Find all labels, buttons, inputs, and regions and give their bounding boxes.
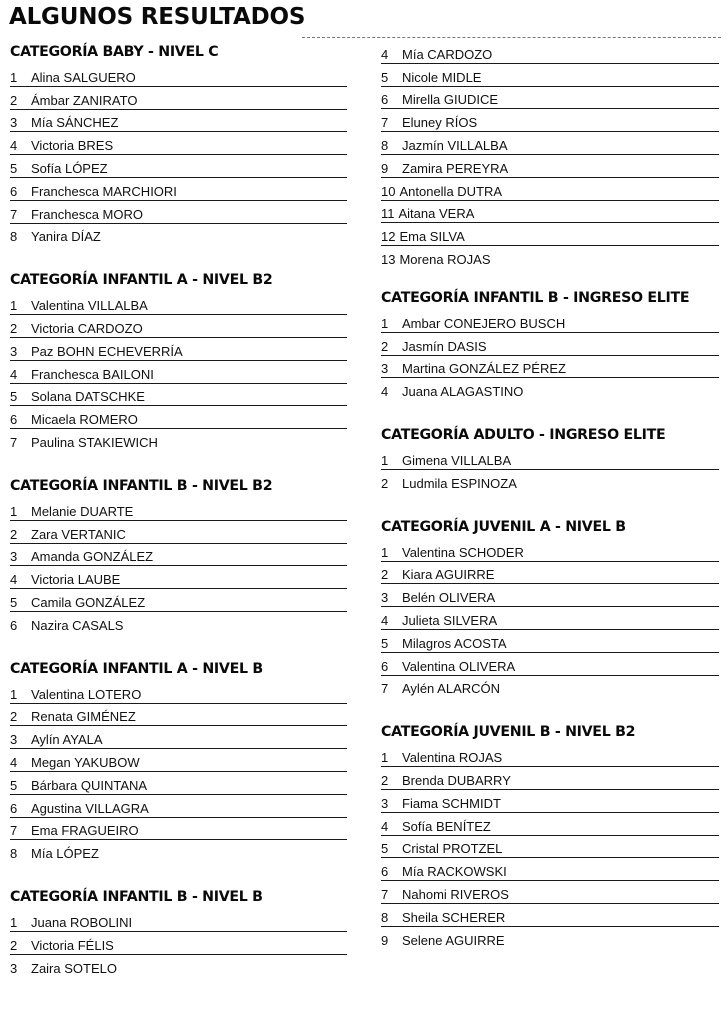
position-number: 5 xyxy=(381,69,389,85)
competitor-name: Mirella GIUDICE xyxy=(402,92,499,108)
result-row xyxy=(10,498,347,521)
result-row xyxy=(381,607,719,630)
result-row xyxy=(10,406,347,429)
result-row xyxy=(381,223,719,246)
result-row xyxy=(381,767,719,790)
competitor-name: Jasmín DASIS xyxy=(402,338,487,354)
result-row xyxy=(10,315,347,338)
result-row xyxy=(381,562,719,585)
position-number: 2 xyxy=(381,772,389,788)
position-number: 1 xyxy=(10,686,18,702)
result-row xyxy=(10,544,347,567)
competitor-name: Sheila SCHERER xyxy=(402,909,506,925)
result-row xyxy=(381,470,719,493)
competitor-name: Juana ROBOLINI xyxy=(31,914,133,930)
category-section xyxy=(381,516,719,699)
result-row xyxy=(10,178,347,201)
results-list xyxy=(10,681,347,863)
position-number: 6 xyxy=(381,92,389,108)
position-number: 2 xyxy=(381,475,389,491)
result-row xyxy=(381,630,719,653)
competitor-name: Melanie DUARTE xyxy=(31,503,134,519)
competitor-name: Milagros ACOSTA xyxy=(402,635,507,651)
position-number: 8 xyxy=(381,137,389,153)
position-number: 1 xyxy=(10,69,18,85)
position-number: 5 xyxy=(381,635,389,651)
competitor-name: Mía LÓPEZ xyxy=(31,846,99,862)
competitor-name: Nazira CASALS xyxy=(31,617,124,633)
competitor-name: Martina GONZÁLEZ PÉREZ xyxy=(402,361,566,377)
result-row xyxy=(381,539,719,562)
position-number: 2 xyxy=(381,567,389,583)
competitor-name: Ema SILVA xyxy=(399,229,465,245)
competitor-name: Belén OLIVERA xyxy=(402,590,496,606)
category-section xyxy=(10,269,347,452)
competitor-name: Aitana VERA xyxy=(398,206,475,222)
result-row xyxy=(10,429,347,452)
position-number: 5 xyxy=(10,160,18,176)
result-row xyxy=(381,178,719,201)
competitor-name: Franchesca BAILONI xyxy=(31,366,154,382)
result-row xyxy=(10,818,347,841)
result-row xyxy=(10,589,347,612)
category-section xyxy=(10,886,347,977)
position-number: 3 xyxy=(10,960,18,976)
competitor-name: Mía RACKOWSKI xyxy=(402,864,507,880)
position-number: 7 xyxy=(10,434,18,450)
position-number: 2 xyxy=(10,92,18,108)
position-number: 5 xyxy=(381,841,389,857)
result-row xyxy=(10,338,347,361)
results-list xyxy=(10,292,347,452)
result-row xyxy=(10,566,347,589)
competitor-name: Fiama SCHMIDT xyxy=(402,795,501,811)
position-number: 1 xyxy=(10,503,18,519)
competitor-name: Valentina VILLALBA xyxy=(31,298,148,314)
competitor-name: Zaira SOTELO xyxy=(31,960,117,976)
position-number: 6 xyxy=(10,412,18,428)
position-number: 5 xyxy=(10,389,18,405)
result-row xyxy=(10,932,347,955)
position-number: 8 xyxy=(10,846,18,862)
position-number: 1 xyxy=(381,315,389,331)
position-number: 7 xyxy=(381,115,389,131)
results-list xyxy=(10,498,347,635)
position-number: 6 xyxy=(10,183,18,199)
result-row xyxy=(381,813,719,836)
category-section xyxy=(381,287,719,401)
position-number: 11 xyxy=(381,206,395,222)
competitor-name: Victoria CARDOZO xyxy=(31,320,143,336)
result-row xyxy=(381,378,719,401)
result-row xyxy=(10,955,347,978)
competitor-name: Nicole MIDLE xyxy=(402,69,482,85)
category-section xyxy=(10,658,347,863)
category-section xyxy=(381,721,719,949)
result-row xyxy=(10,681,347,704)
result-row xyxy=(381,356,719,379)
position-number: 3 xyxy=(10,549,18,565)
competitor-name: Valentina ROJAS xyxy=(402,750,503,766)
competitor-name: Sofía BENÍTEZ xyxy=(402,818,491,834)
position-number: 7 xyxy=(381,886,389,902)
right-column xyxy=(381,41,719,973)
competitor-name: Mía SÁNCHEZ xyxy=(31,115,119,131)
result-row xyxy=(381,41,719,64)
position-number: 12 xyxy=(381,229,396,245)
result-row xyxy=(381,676,719,699)
competitor-name: Eluney RÍOS xyxy=(402,115,478,131)
position-number: 2 xyxy=(10,709,18,725)
results-list xyxy=(381,447,719,493)
position-number: 8 xyxy=(10,229,18,245)
position-number: 8 xyxy=(381,909,389,925)
result-row xyxy=(381,904,719,927)
competitor-name: Mía CARDOZO xyxy=(402,46,493,62)
position-number: 1 xyxy=(381,452,389,468)
competitor-name: Sofía LÓPEZ xyxy=(31,160,108,176)
position-number: 4 xyxy=(10,138,18,154)
position-number: 4 xyxy=(10,366,18,382)
position-number: 7 xyxy=(10,823,18,839)
result-row xyxy=(10,361,347,384)
position-number: 9 xyxy=(381,932,389,948)
position-number: 7 xyxy=(381,681,389,697)
position-number: 1 xyxy=(381,544,389,560)
results-list xyxy=(381,539,719,699)
result-row xyxy=(10,201,347,224)
result-row xyxy=(10,749,347,772)
result-row xyxy=(381,132,719,155)
page-title: ALGUNOS RESULTADOS xyxy=(9,4,306,30)
position-number: 2 xyxy=(10,526,18,542)
result-row xyxy=(381,744,719,767)
competitor-name: Amanda GONZÁLEZ xyxy=(31,549,154,565)
category-title: CATEGORÍA JUVENIL A - NIVEL B xyxy=(381,518,626,535)
competitor-name: Renata GIMÉNEZ xyxy=(31,709,136,725)
competitor-name: Brenda DUBARRY xyxy=(402,772,511,788)
competitor-name: Megan YAKUBOW xyxy=(31,754,140,770)
competitor-name: Aylín AYALA xyxy=(31,732,103,748)
result-row xyxy=(10,521,347,544)
competitor-name: Ámbar ZANIRATO xyxy=(31,92,138,108)
competitor-name: Aylén ALARCÓN xyxy=(402,681,501,697)
category-section xyxy=(381,424,719,493)
category-title: CATEGORÍA JUVENIL B - NIVEL B2 xyxy=(381,724,636,741)
competitor-name: Gimena VILLALBA xyxy=(402,452,512,468)
result-row xyxy=(381,155,719,178)
result-row xyxy=(381,790,719,813)
result-row xyxy=(10,224,347,247)
position-number: 6 xyxy=(10,617,18,633)
competitor-name: Juana ALAGASTINO xyxy=(402,384,524,400)
competitor-name: Selene AGUIRRE xyxy=(402,932,505,948)
result-row xyxy=(10,132,347,155)
competitor-name: Franchesca MORO xyxy=(31,206,143,222)
position-number: 6 xyxy=(10,800,18,816)
position-number: 4 xyxy=(381,46,389,62)
title-divider xyxy=(302,37,721,38)
position-number: 4 xyxy=(381,612,389,628)
result-row xyxy=(381,836,719,859)
position-number: 3 xyxy=(10,115,18,131)
position-number: 3 xyxy=(10,343,18,359)
competitor-name: Victoria LAUBE xyxy=(31,572,121,588)
category-section xyxy=(381,41,719,269)
competitor-name: Micaela ROMERO xyxy=(31,412,138,428)
result-row xyxy=(381,310,719,333)
position-number: 1 xyxy=(381,750,389,766)
category-title: CATEGORÍA INFANTIL B - NIVEL B xyxy=(10,889,263,906)
competitor-name: Kiara AGUIRRE xyxy=(402,567,495,583)
result-row xyxy=(10,909,347,932)
category-title: CATEGORÍA INFANTIL A - NIVEL B xyxy=(10,660,263,677)
result-row xyxy=(381,447,719,470)
result-row xyxy=(381,927,719,950)
result-row xyxy=(381,64,719,87)
competitor-name: Camila GONZÁLEZ xyxy=(31,594,146,610)
competitor-name: Ema FRAGUEIRO xyxy=(31,823,139,839)
result-row xyxy=(381,858,719,881)
result-row xyxy=(10,612,347,635)
competitor-name: Cristal PROTZEL xyxy=(402,841,503,857)
result-row xyxy=(10,384,347,407)
competitor-name: Victoria FÉLIS xyxy=(31,937,114,953)
result-row xyxy=(10,840,347,863)
left-column xyxy=(10,41,347,1001)
results-list xyxy=(381,744,719,949)
competitor-name: Bárbara QUINTANA xyxy=(31,777,148,793)
competitor-name: Solana DATSCHKE xyxy=(31,389,145,405)
result-row xyxy=(381,109,719,132)
position-number: 3 xyxy=(381,590,389,606)
competitor-name: Ambar CONEJERO BUSCH xyxy=(402,315,566,331)
results-list xyxy=(381,41,719,269)
competitor-name: Valentina SCHODER xyxy=(402,544,524,560)
results-list xyxy=(381,310,719,401)
category-section xyxy=(10,41,347,246)
position-number: 4 xyxy=(10,572,18,588)
result-row xyxy=(10,772,347,795)
result-row xyxy=(10,795,347,818)
category-title: CATEGORÍA INFANTIL B - INGRESO ELITE xyxy=(381,289,690,306)
result-row xyxy=(381,653,719,676)
result-row xyxy=(10,704,347,727)
result-row xyxy=(10,87,347,110)
result-row xyxy=(381,881,719,904)
position-number: 7 xyxy=(10,206,18,222)
results-list xyxy=(10,909,347,977)
position-number: 13 xyxy=(381,251,396,267)
position-number: 2 xyxy=(10,937,18,953)
result-row xyxy=(10,292,347,315)
competitor-name: Antonella DUTRA xyxy=(399,183,503,199)
position-number: 2 xyxy=(381,338,389,354)
competitor-name: Agustina VILLAGRA xyxy=(31,800,149,816)
position-number: 10 xyxy=(381,183,396,199)
result-row xyxy=(10,155,347,178)
position-number: 1 xyxy=(10,298,18,314)
result-row xyxy=(10,110,347,133)
result-row xyxy=(10,64,347,87)
position-number: 3 xyxy=(381,361,389,377)
competitor-name: Zamira PEREYRA xyxy=(402,160,509,176)
category-title: CATEGORÍA INFANTIL B - NIVEL B2 xyxy=(10,477,273,494)
category-title: CATEGORÍA BABY - NIVEL C xyxy=(10,44,219,60)
competitor-name: Paz BOHN ECHEVERRÍA xyxy=(31,343,183,359)
competitor-name: Jazmín VILLALBA xyxy=(402,137,508,153)
competitor-name: Alina SALGUERO xyxy=(31,69,136,85)
result-row xyxy=(381,246,719,269)
result-row xyxy=(381,201,719,224)
position-number: 6 xyxy=(381,864,389,880)
category-title: CATEGORÍA ADULTO - INGRESO ELITE xyxy=(381,427,666,444)
competitor-name: Valentina LOTERO xyxy=(31,686,142,702)
position-number: 1 xyxy=(10,914,18,930)
category-title: CATEGORÍA INFANTIL A - NIVEL B2 xyxy=(10,272,273,289)
position-number: 9 xyxy=(381,160,389,176)
position-number: 6 xyxy=(381,658,389,674)
result-row xyxy=(10,726,347,749)
position-number: 2 xyxy=(10,320,18,336)
category-section xyxy=(10,475,347,635)
position-number: 5 xyxy=(10,594,18,610)
position-number: 4 xyxy=(381,384,389,400)
competitor-name: Nahomi RIVEROS xyxy=(402,886,509,902)
competitor-name: Yanira DÍAZ xyxy=(31,229,101,245)
competitor-name: Morena ROJAS xyxy=(399,251,491,267)
result-row xyxy=(381,87,719,110)
position-number: 4 xyxy=(381,818,389,834)
competitor-name: Julieta SILVERA xyxy=(402,612,498,628)
competitor-name: Paulina STAKIEWICH xyxy=(31,434,158,450)
competitor-name: Ludmila ESPINOZA xyxy=(402,475,517,491)
position-number: 3 xyxy=(381,795,389,811)
competitor-name: Victoria BRES xyxy=(31,138,114,154)
position-number: 3 xyxy=(10,732,18,748)
results-list xyxy=(10,64,347,246)
result-row xyxy=(381,584,719,607)
competitor-name: Valentina OLIVERA xyxy=(402,658,516,674)
competitor-name: Zara VERTANIC xyxy=(31,526,126,542)
competitor-name: Franchesca MARCHIORI xyxy=(31,183,177,199)
position-number: 5 xyxy=(10,777,18,793)
result-row xyxy=(381,333,719,356)
position-number: 4 xyxy=(10,754,18,770)
